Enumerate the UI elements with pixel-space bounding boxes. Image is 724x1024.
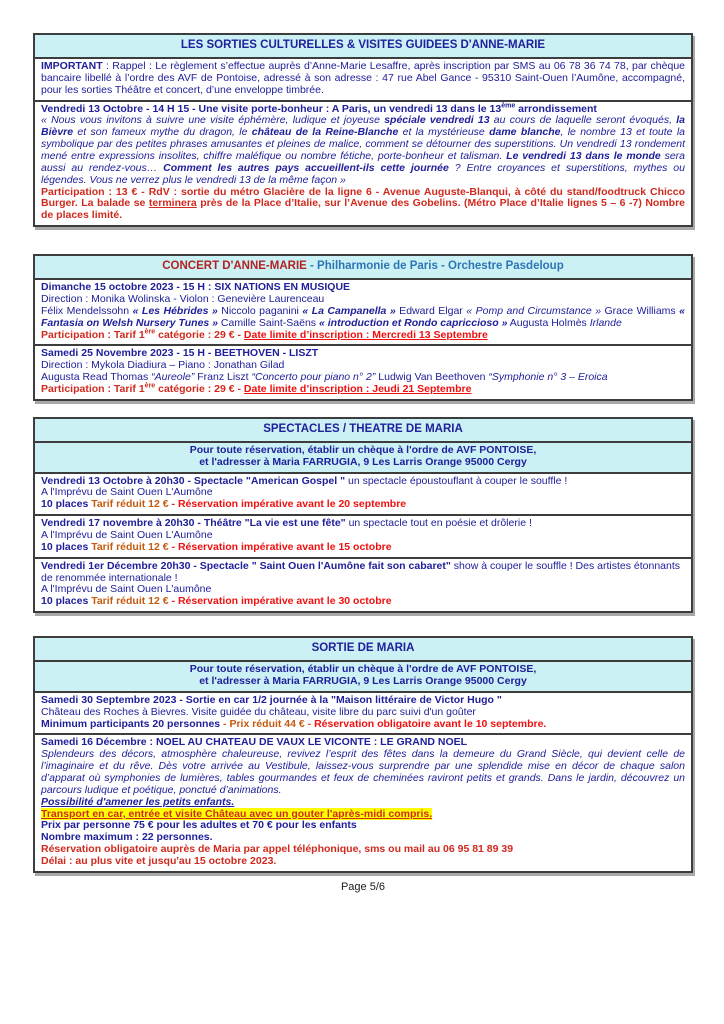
text-run: terminera [148, 197, 197, 210]
outing1-info-line [41, 719, 685, 731]
show-entry-1 [35, 474, 691, 517]
text-run: « Fantasia on Welsh Nursery Tunes » [41, 304, 685, 329]
concert-entry-1 [35, 280, 691, 346]
text-run: Tarif réduit 12 € [91, 595, 172, 608]
text-run: et son fameux mythe du dragon, le [73, 126, 252, 139]
reservation-note-line1: Pour toute réservation, établir un chèque à l'ordre de AVF PONTOISE, [189, 663, 537, 676]
text-run: Comment les autres pays accueillent-ils cette journée [163, 161, 449, 174]
text-run: Tarif réduit 12 € [91, 540, 172, 553]
text-run: Ludwig Van Beethoven [375, 371, 489, 384]
section-title-text: SPECTACLES / THEATRE DE MARIA [263, 422, 463, 435]
text-run: château de la Reine-Blanche [251, 126, 399, 139]
reservation-note-line1: Pour toute réservation, établir un chèque à l'ordre de AVF PONTOISE, [189, 443, 537, 456]
concert2-direction: Direction : Mykola Diadiura – Piano : Jonathan Gilad [41, 359, 285, 372]
text-run: Possibilité d'amener les petits enfants. [41, 795, 235, 808]
text-run: Niccolo paganini [217, 304, 303, 317]
outing2-description: Splendeurs des décors, atmosphère chaleureuse, revivez l’esprit des fêtes dans la demeure du Grand Siècle, qui devient celle de l’imaginaire et du rêve. Dès votre arrivée au Vestibule, laissez-vous surprendre par une splendide mise en décor de chaque salon d’apparat où symphonies de lumières, tables gourmandes et feux de cheminées raviront petits et grands. Dans le jardin, découvrez un parcours ludique et poétique, ponctué d’animations. [41, 748, 685, 796]
text-run: 10 places [41, 540, 92, 553]
text-run: spéciale vendredi 13 [384, 114, 490, 127]
text-run: Vendredi 17 novembre à 20h30 - Théâtre "La vie est une fête" [41, 517, 349, 530]
outing1-description: Château des Roches à Bievres. Visite guidée du château, visite libre du parc suivi d'un goûter [41, 705, 476, 718]
text-run: ère [144, 328, 156, 336]
important-text: : Rappel : Le règlement s’effectue auprès d’Anne-Marie Lesaffre, après inscription par SMS au 06 78 36 74 78, par chèque bancaire libellé à l’ordre des AVF de Pontoise, adressé à son adresse : 47 rue Abel Gance - 95310 Saint-Ouen l’Aumône, accompagné, pour les sorties Théâtre et concert, d’une enveloppe timbrée. [41, 59, 685, 96]
text-run: « introduction et Rondo capriccioso » [318, 316, 508, 329]
text-run: « Nous vous invitons à suivre une visite éphémère, ludique et joyeuse [41, 114, 385, 127]
section-spacer [33, 613, 693, 636]
section-title-text: SORTIE DE MARIA [311, 642, 415, 655]
show2-venue: A l'Imprévu de Saint Ouen L'Aumône [41, 529, 213, 542]
text-run: , le nombre 13 et toute la symbolique par des petites phrases amusantes et pleines de malice, comment se détourner des superstitions. Un vendredi 13 rondement mené entre expressions insolites, chiffre maléfique ou nombre fétiche, porte-bonheur et talisman. [41, 126, 685, 162]
page-number: Page 5/6 [340, 880, 386, 893]
important-label: IMPORTANT [41, 59, 103, 72]
spectacles-table [33, 417, 693, 613]
outing1-title: Samedi 30 Septembre 2023 - Sortie en car 1/2 journée à la "Maison littéraire de Victor Hugo " [41, 693, 502, 706]
text-run: show à couper le souffle ! Des artistes étonnants de renommée internationale ! [41, 559, 681, 584]
text-run: - Prix réduit 44 € - [223, 717, 315, 730]
text-run: 10 places [41, 595, 92, 608]
outing2-note-enfants [41, 797, 685, 809]
show1-info-line [41, 499, 685, 511]
reservation-note-line2: et l'adresser à Maria FARRUGIA, 9 Les Larris Orange 95000 Cergy [199, 675, 527, 688]
concert-entry-2 [35, 346, 691, 398]
concert-table [33, 254, 693, 401]
text-run: Le vendredi 13 dans le monde [506, 150, 661, 162]
visite-participation-line [41, 187, 685, 223]
text-run: - Réservation impérative avant le 15 octobre [171, 540, 392, 553]
concert2-participation-line [41, 384, 685, 396]
text-run: Tarif réduit 12 € [91, 498, 172, 511]
important-notice [35, 59, 691, 102]
section-spacer [33, 401, 693, 417]
text-run: Minimum participants 20 personnes [41, 717, 224, 730]
text-run: catégorie : 29 € - [155, 328, 244, 341]
outing2-title: Samedi 16 Décembre : NOEL AU CHATEAU DE VAUX LE VICONTE : LE GRAND NOEL [41, 736, 468, 749]
concert-section-title [35, 256, 691, 280]
show1-venue: A l'Imprévu de Saint Ouen L'Aumône [41, 486, 213, 499]
sortie-section-title [35, 638, 691, 662]
sortie-reservation-note [35, 662, 691, 693]
text-run: au cours de laquelle seront évoqués, [489, 114, 677, 127]
text-run: Franz Liszt [194, 371, 252, 384]
highlighted-text: Transport en car, entrée et visite Château avec un gouter l'après-midi compris. [41, 807, 433, 820]
spectacles-reservation-note [35, 443, 691, 474]
text-run: Edward Elgar [395, 304, 467, 317]
text-run: Vendredi 1er Décembre 20h30 - Spectacle " Saint Ouen l'Aumône fait son cabaret" [41, 559, 454, 572]
show2-info-line [41, 542, 685, 554]
concert-title-sub: - Philharmonie de Paris - Orchestre Pasdeloup [306, 260, 564, 273]
concert-title-main: CONCERT D'ANNE-MARIE [162, 260, 307, 273]
text-run: « La Campanella » [302, 304, 396, 317]
outing-entry-1 [35, 693, 691, 736]
visite-title-end: arrondissement [515, 102, 597, 115]
text-run: Camille Saint-Saëns [218, 316, 319, 329]
text-run: la Bièvre [41, 114, 685, 139]
outing-entry-2 [35, 735, 691, 870]
text-run: Augusta Holmès [507, 316, 590, 329]
text-run: ? Entre croyances et superstitions, mythes ou légendes. Vous ne verrez plus le vendredi 13 de la même façon » [41, 161, 685, 186]
outing2-deadline-line: Délai : au plus vite et jusqu'au 15 octobre 2023. [41, 855, 277, 868]
text-run: - Réservation impérative avant le 20 septembre [171, 498, 407, 511]
text-run: Augusta Read Thomas [41, 371, 152, 384]
text-run: un spectacle époustouflant à couper le souffle ! [348, 474, 568, 487]
section-title-text: LES SORTIES CULTURELLES & VISITES GUIDEES D'ANNE-MARIE [180, 39, 546, 51]
text-run: ère [144, 382, 156, 390]
text-run: Participation : 13 € - RdV : sortie du métro Glacière de la ligne 6 - Avenue Auguste-Blanqui, à côté du stand/foodtruck Chicco Burger. La balade se [41, 185, 685, 210]
text-run: près de la Place d’Italie, sur l’Avenue des Gobelins. (Métro Place d’Italie lignes 5 – 6 -7) Nombre de places limité. [41, 197, 685, 222]
text-run: sera aussi au rendez-vous… [41, 150, 686, 174]
text-run: catégorie : 29 € - [155, 383, 244, 396]
concert2-title: Samedi 25 Novembre 2023 - 15 H - BEETHOVEN - LISZT [41, 347, 319, 360]
visite-description [41, 115, 685, 186]
text-run: - Réservation impérative avant le 30 octobre [171, 595, 392, 608]
text-run: Vendredi 13 Octobre à 20h30 - Spectacle "American Gospel " [41, 474, 348, 487]
text-run: Irlande [589, 316, 622, 329]
concert2-deadline: Date limite d’inscription : Jeudi 21 Septembre [243, 383, 472, 396]
reservation-note-line2: et l'adresser à Maria FARRUGIA, 9 Les Larris Orange 95000 Cergy [199, 455, 527, 468]
text-run: “Concerto pour piano n° 2” [251, 371, 376, 384]
text-run: Réservation obligatoire avant le 10 septembre. [314, 717, 547, 730]
text-run: “Symphonie n° 3 – Eroica [488, 371, 608, 384]
outing2-reservation-line: Réservation obligatoire auprès de Maria par appel téléphonique, sms ou mail au 06 95 81 89 39 [41, 843, 514, 856]
sorties-culturelles-table [33, 33, 693, 227]
text-run: Grace Williams [601, 304, 680, 317]
show3-title [41, 561, 685, 585]
visite-title-main: Vendredi 13 Octobre - 14 H 15 - Une visite porte-bonheur : A Paris, un vendredi 13 dans le 13 [41, 102, 502, 115]
text-run: Félix Mendelssohn [41, 304, 133, 317]
outing2-max-line: Nombre maximum : 22 personnes. [41, 831, 213, 844]
concert1-program [41, 306, 685, 330]
concert1-direction: Direction : Monika Wolinska - Violon : Genevière Laurenceau [41, 293, 325, 305]
outing2-price-line: Prix par personne 75 € pour les adultes et 70 € pour les enfants [41, 819, 357, 832]
spectacles-section-title [35, 419, 691, 443]
text-run: « Pomp and Circumstance » [466, 304, 602, 317]
visite-title-sup: ème [501, 102, 516, 110]
text-run: « Les Hébrides » [132, 304, 218, 317]
sorties-section-title [35, 35, 691, 59]
concert1-participation-line [41, 330, 685, 342]
text-run: “Aureole” [151, 371, 195, 384]
text-run: Participation : Tarif 1 [41, 383, 145, 396]
show-entry-3 [35, 559, 691, 611]
text-run: un spectacle tout en poésie et drôlerie ! [348, 517, 532, 530]
concert1-deadline: Date limite d’inscription : Mercredi 13 Septembre [243, 328, 488, 341]
show3-info-line [41, 596, 685, 608]
text-run: 10 places [41, 498, 92, 511]
visite-entry [35, 102, 691, 226]
concert1-title: Dimanche 15 octobre 2023 - 15 H : SIX NATIONS EN MUSIQUE [41, 281, 351, 294]
text-run: dame blanche [489, 126, 561, 139]
text-run: Participation : Tarif 1 [41, 328, 145, 341]
show-entry-2 [35, 516, 691, 559]
text-run: et la mystérieuse [398, 126, 490, 139]
show3-venue: A l'Imprévu de Saint Ouen L'aumône [41, 583, 212, 596]
section-spacer [33, 227, 693, 254]
sortie-maria-table [33, 636, 693, 873]
